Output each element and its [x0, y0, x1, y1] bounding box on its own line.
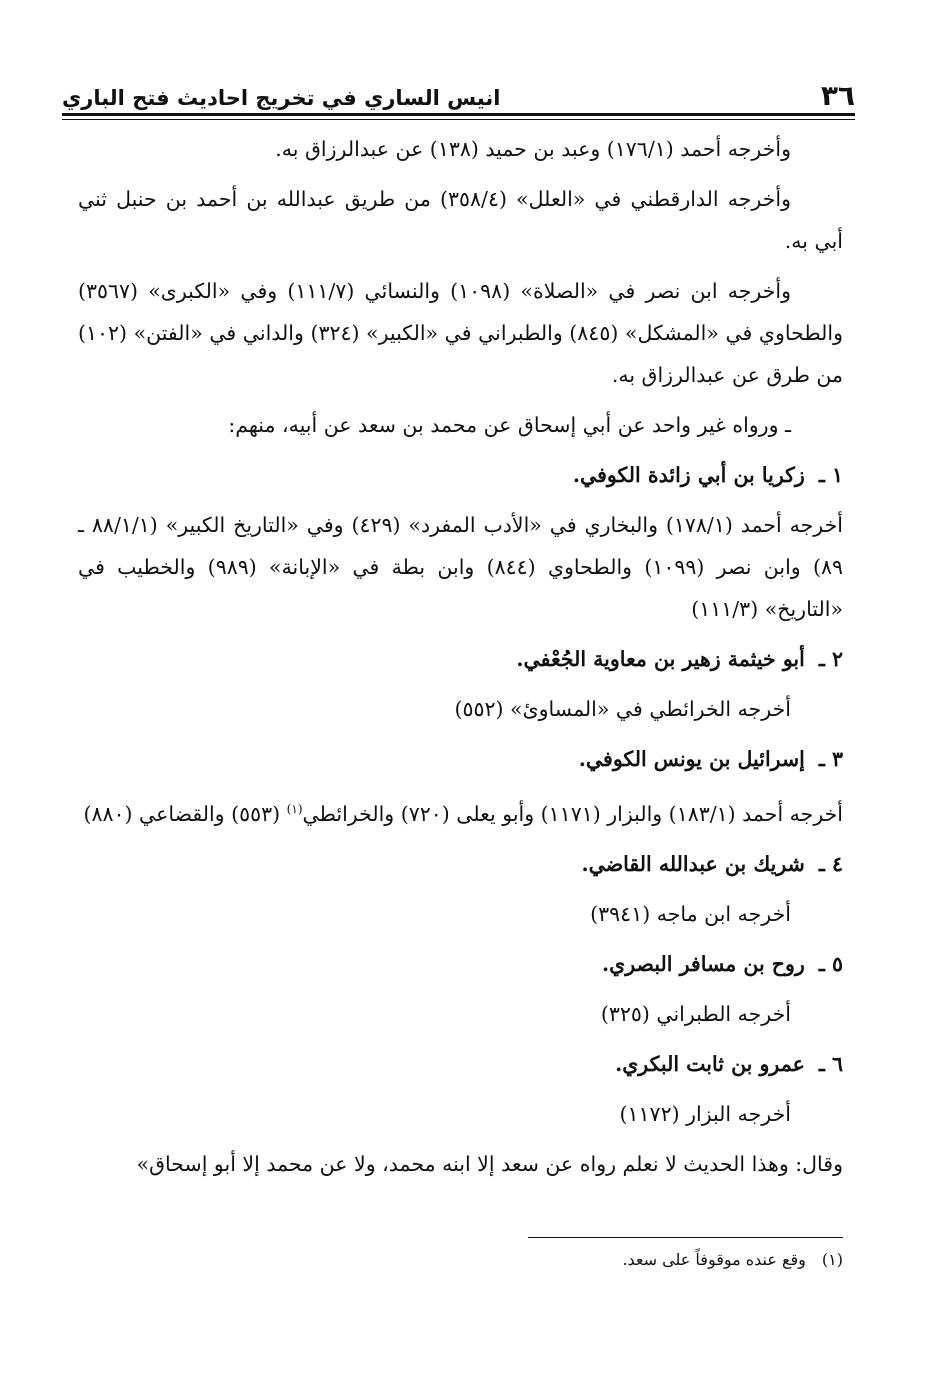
item-number: ٦ ـ — [818, 1051, 843, 1076]
narrator-item — [78, 943, 843, 985]
takhrij-text-part: (٥٥٣) والقضاعي (٨٨٠) — [83, 801, 287, 826]
item-number: ٣ ـ — [818, 747, 843, 771]
narrator-name: روح بن مسافر البصري. — [602, 951, 805, 976]
header-rule-thick — [62, 113, 855, 116]
main-text — [78, 128, 843, 1193]
paragraph: وأخرجه الدارقطني في «العلل» (٣٥٨/٤) من طريق عبدالله بن أحمد بن حنبل ثني أبي به. — [78, 187, 843, 253]
paragraph: ـ ورواه غير واحد عن أبي إسحاق عن محمد بن سعد عن أبيه، منهم: — [228, 413, 791, 437]
closing-paragraph: وقال: وهذا الحديث لا نعلم رواه عن سعد إلا ابنه محمد، ولا عن محمد إلا أبو إسحاق» — [136, 1151, 843, 1176]
page-header — [62, 72, 855, 112]
item-number: ٥ ـ — [818, 951, 843, 976]
item-number: ٤ ـ — [818, 851, 843, 876]
takhrij-text: أخرجه الخرائطي في «المساوئ» (٥٥٢) — [454, 697, 791, 721]
takhrij-text: أخرجه البزار (١١٧٢) — [619, 1101, 791, 1126]
narrator-item — [78, 1043, 843, 1085]
narrator-item — [78, 638, 843, 680]
footnote-separator — [528, 1237, 843, 1238]
takhrij-text: أخرجه ابن ماجه (٣٩٤١) — [590, 901, 791, 926]
narrator-name: شريك بن عبدالله القاضي. — [581, 851, 805, 876]
takhrij-text-part: أخرجه أحمد (١٨٣/١) والبزار (١١٧١) وأبو يعلى (٧٢٠) والخرائطي — [302, 801, 843, 826]
narrator-name: عمرو بن ثابت البكري. — [615, 1051, 805, 1076]
narrator-item — [78, 454, 843, 496]
footnote-text: وقع عنده موقوفاً على سعد. — [622, 1250, 806, 1269]
header-rule-thin — [62, 119, 855, 120]
paragraph: وأخرجه ابن نصر في «الصلاة» (١٠٩٨) والنسائي (١١١/٧) وفي «الكبرى» (٣٥٦٧) والطحاوي في «المشكل» (٨٤٥) والطبراني في «الكبير» (٣٢٤) والداني في «الفتن» (١٠٢) من طرق عن عبدالرزاق به. — [78, 279, 843, 387]
page-number: ٣٦ — [820, 79, 855, 112]
item-number: ١ ـ — [818, 463, 843, 487]
footnote-marker: (١) — [821, 1250, 843, 1269]
narrator-item — [78, 843, 843, 885]
item-number: ٢ ـ — [818, 647, 843, 671]
footnote-reference[interactable]: (١) — [286, 802, 303, 816]
takhrij-text: أخرجه أحمد (١٧٨/١) والبخاري في «الأدب المفرد» (٤٢٩) وفي «التاريخ الكبير» (٨٨/١/١ ـ ٨٩) وابن نصر (١٠٩٩) والطحاوي (٨٤٤) وابن بطة في «الإبانة» (٩٨٩) والخطيب في «التاريخ» (١١١/٣) — [78, 513, 843, 621]
paragraph: وأخرجه أحمد (١٧٦/١) وعبد بن حميد (١٣٨) عن عبدالرزاق به. — [275, 137, 791, 161]
takhrij-text — [78, 788, 843, 835]
narrator-item — [78, 738, 843, 780]
running-title: انيس الساري في تخريج احاديث فتح الباري — [62, 86, 501, 110]
footnote — [622, 1250, 843, 1269]
takhrij-text: أخرجه الطبراني (٣٢٥) — [600, 1001, 791, 1026]
narrator-name: أبو خيثمة زهير بن معاوية الجُعْفي. — [516, 647, 805, 671]
narrator-name: زكريا بن أبي زائدة الكوفي. — [572, 463, 805, 487]
narrator-name: إسرائيل بن يونس الكوفي. — [578, 747, 805, 771]
